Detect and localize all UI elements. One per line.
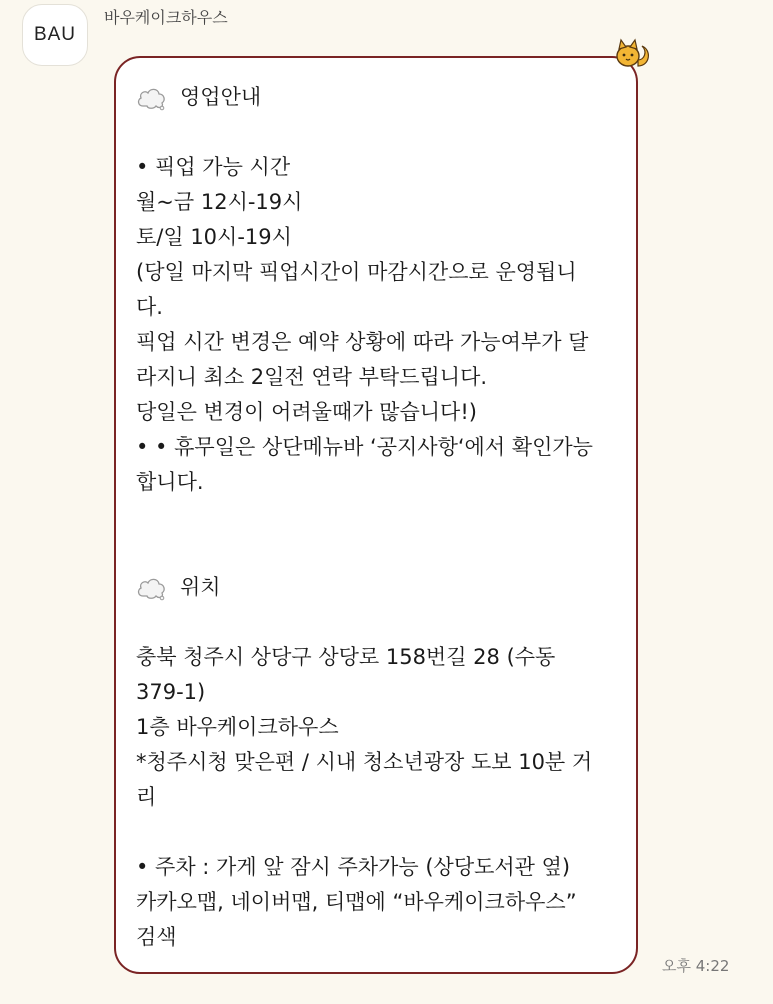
sender-name: 바우케이크하우스 bbox=[104, 8, 228, 27]
spacer bbox=[136, 535, 624, 570]
text-line: 합니다. bbox=[136, 470, 204, 494]
text-line: 379-1) bbox=[136, 680, 206, 704]
spacer bbox=[136, 605, 624, 640]
text-line: 토/일 10시-19시 bbox=[136, 225, 292, 249]
text-line: • 픽업 가능 시간 bbox=[136, 155, 291, 179]
squirrel-emoticon-icon bbox=[614, 36, 650, 70]
avatar[interactable] bbox=[22, 4, 88, 66]
text-line: (당일 마지막 픽업시간이 마감시간으로 운영됩니 bbox=[136, 260, 577, 284]
text-line: 다. bbox=[136, 295, 163, 319]
text-line: 당일은 변경이 어려울때가 많습니다!) bbox=[136, 400, 477, 424]
text-line: 월~금 12시-19시 bbox=[136, 190, 303, 214]
spacer bbox=[136, 115, 624, 150]
text-line: 검색 bbox=[136, 925, 177, 949]
spacer bbox=[136, 815, 624, 850]
heading-label: 위치 bbox=[180, 575, 221, 599]
text-line: 픽업 시간 변경은 예약 상황에 따라 가능여부가 달 bbox=[136, 330, 589, 354]
text-line: • 주차 : 가게 앞 잠시 주차가능 (상당도서관 옆) bbox=[136, 855, 571, 879]
heading-label: 영업안내 bbox=[180, 85, 262, 109]
message-text bbox=[136, 80, 624, 955]
text-line: • • 휴무일은 상단메뉴바 ‘공지사항‘에서 확인가능 bbox=[136, 435, 593, 459]
cloud-icon bbox=[136, 85, 166, 111]
text-line: 충북 청주시 상당구 상당로 158번길 28 (수동 bbox=[136, 645, 556, 669]
text-line: 라지니 최소 2일전 연락 부탁드립니다. bbox=[136, 365, 488, 389]
text-line: 1층 바우케이크하우스 bbox=[136, 715, 339, 739]
message-timestamp: 오후 4:22 bbox=[662, 957, 730, 975]
text-line: 리 bbox=[136, 785, 157, 809]
text-line: 카카오맵, 네이버맵, 티맵에 “바우케이크하우스” bbox=[136, 890, 577, 914]
section-heading-location bbox=[136, 570, 624, 605]
section-heading-business-hours bbox=[136, 80, 624, 115]
text-line: *청주시청 맞은편 / 시내 청소년광장 도보 10분 거 bbox=[136, 750, 593, 774]
cloud-icon bbox=[136, 575, 166, 601]
avatar-logo-text: BAU bbox=[33, 24, 77, 45]
spacer bbox=[136, 500, 624, 535]
